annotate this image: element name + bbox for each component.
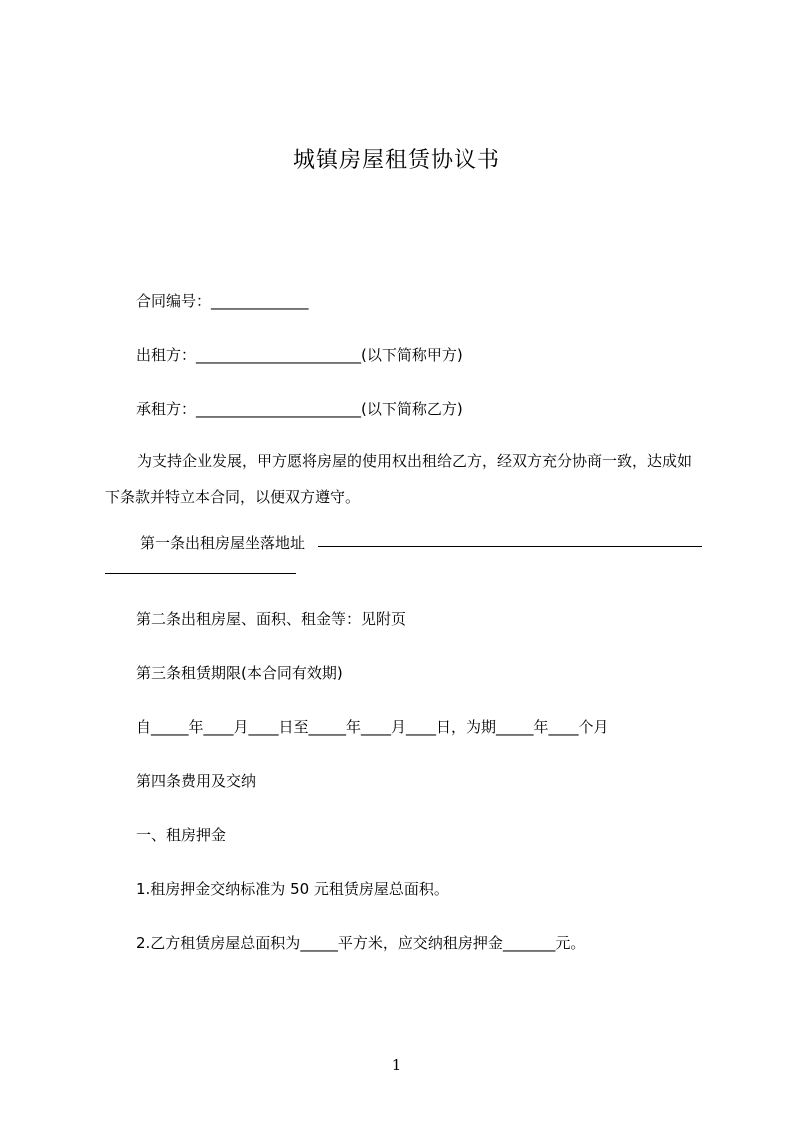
page-number: 1: [391, 1056, 402, 1074]
deposit-item-1: 1.租房押金交纳标准为 50 元租赁房屋总面积。: [136, 880, 449, 898]
lessor-line: 出租方：______________________(以下简称甲方): [136, 346, 463, 364]
contract-number-line: 合同编号：_____________: [136, 292, 309, 310]
document-title: 城镇房屋租赁协议书: [292, 148, 500, 173]
article-4-heading: 第四条费用及交纳: [136, 772, 257, 790]
article-1-heading: 第一条出租房屋坐落地址: [140, 534, 306, 552]
deposit-heading: 一、租房押金: [136, 826, 227, 844]
deposit-item-2: 2.乙方租赁房屋总面积为_____平方米，应交纳租房押金_______元。: [136, 934, 586, 952]
address-blank-line-1: [318, 546, 702, 547]
article-3-heading: 第三条租赁期限(本合同有效期): [136, 664, 343, 682]
intro-text: 为支持企业发展，甲方愿将房屋的使用权出租给乙方，经双方充分协商一致，达成如下条款并特立本合同，以便双方遵守。: [105, 452, 693, 506]
address-blank-line-2: [105, 573, 296, 574]
article-2-line: 第二条出租房屋、面积、租金等：见附页: [136, 610, 407, 628]
intro-paragraph: [105, 443, 705, 515]
lessee-line: 承租方：______________________(以下简称乙方): [136, 400, 463, 418]
lease-period-line: 自_____年____月____日至_____年____月____日，为期_____年____个月: [136, 718, 609, 736]
